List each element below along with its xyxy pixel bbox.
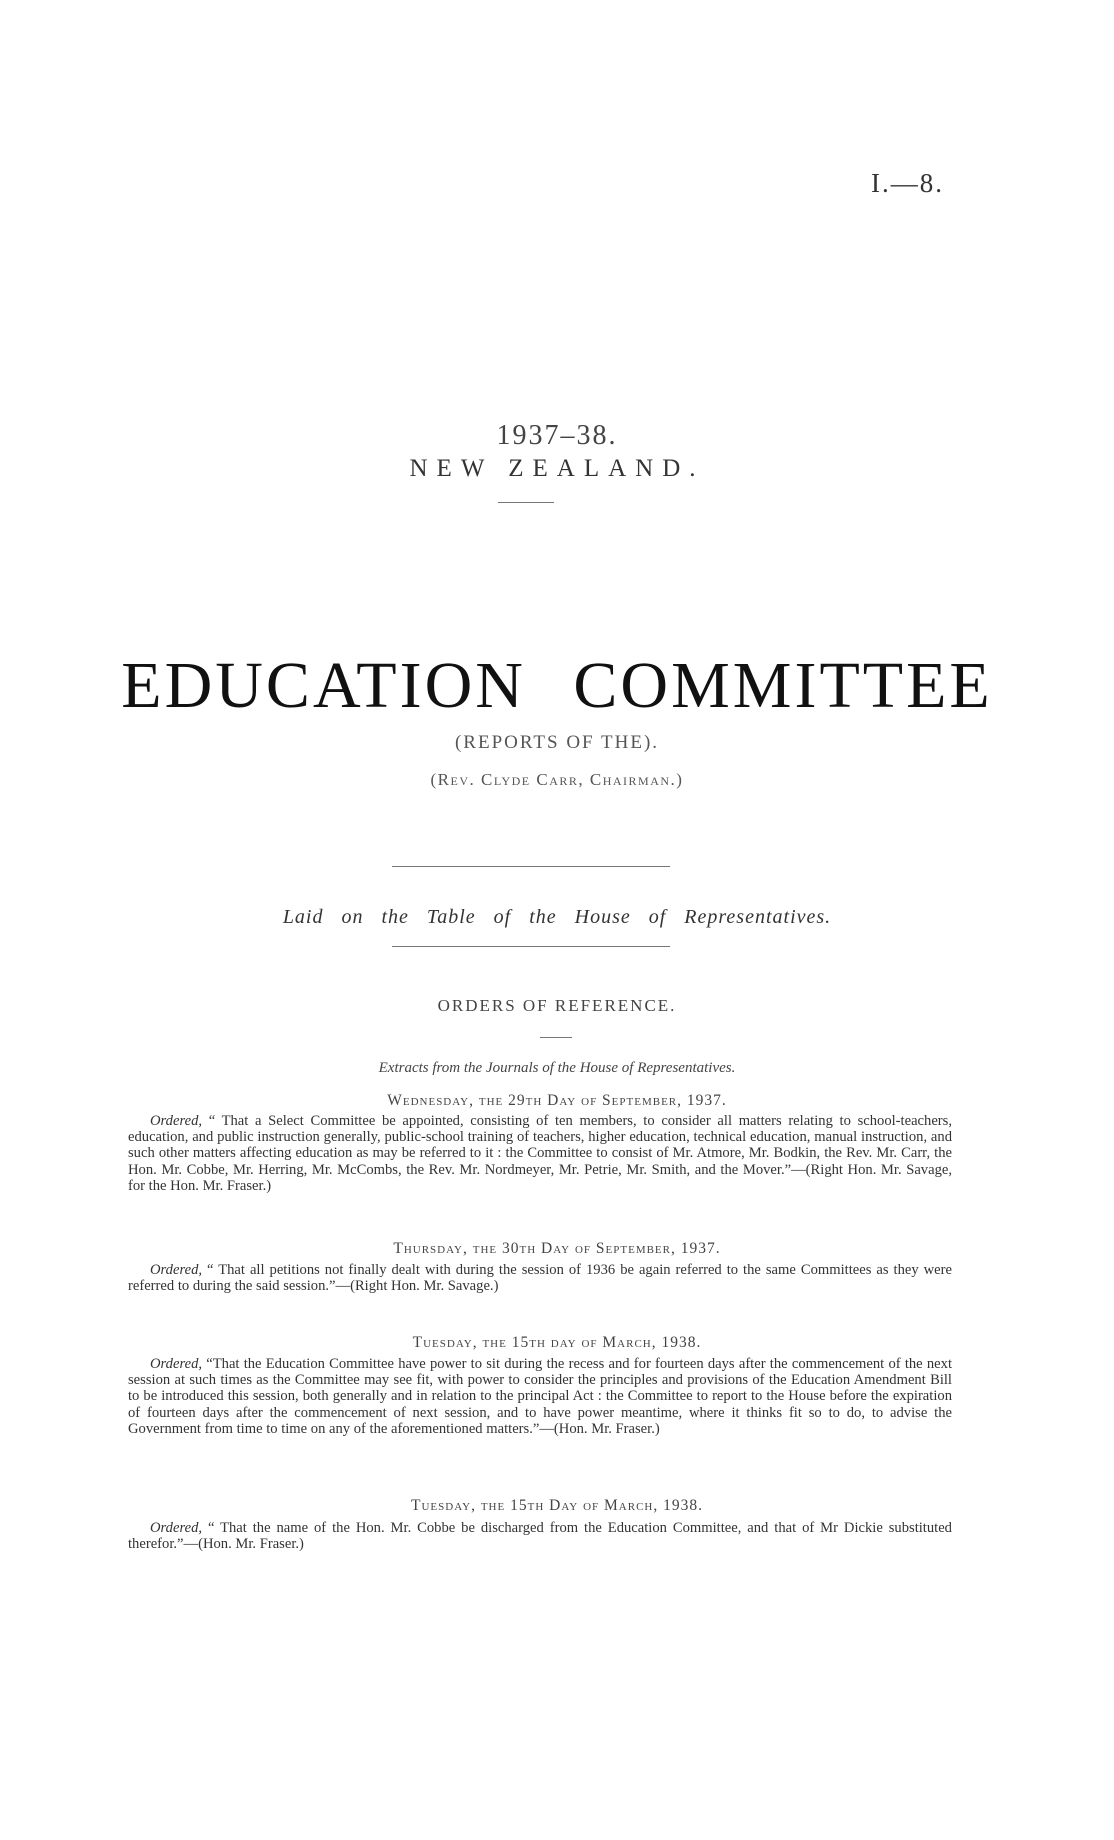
entry-paragraph [128, 1356, 952, 1437]
entry-lead: Ordered, [150, 1262, 203, 1278]
entry-date: Thursday, the 30th Day of September, 1937. [393, 1240, 721, 1257]
country-name: NEW ZEALAND. [409, 455, 705, 482]
laid-on-table-line: Laid on the Table of the House of Representatives. [282, 906, 832, 928]
entry-paragraph [128, 1113, 952, 1194]
entry-text: “ That all petitions not finally dealt with during the session of 1936 be again referred to the same Committees as they were referred to during the said session.”—(Right Hon. Mr. Savage.) [128, 1262, 952, 1295]
extracts-caption: Extracts from the Journals of the House of Representatives. [378, 1060, 736, 1076]
orders-divider [540, 1037, 572, 1038]
entry-text: “ That the name of the Hon. Mr. Cobbe be discharged from the Education Committee, and that of Mr Dickie substituted therefor.”—(Hon. Mr. Fraser.) [128, 1520, 952, 1553]
entry-text: “That the Education Committee have power to sit during the recess and for fourteen days after the commencement of the next session at such times as the Committee may see fit, with power to consider the principles and provisions of the Education Amendment Bill to be introduced this session, both generally and in relation to the principal Act : the Committee to report to the House before the expiration of fourteen days after the commencement of next session, and to have power meantime, where it thinks fit so to do, to advise the Government from time to time on any of the aforementioned matters.”—(Hon. Mr. Fraser.) [128, 1356, 952, 1437]
entry-paragraph [128, 1262, 952, 1294]
document-reference-code: I.—8. [871, 168, 944, 198]
entry-date: Tuesday, the 15th day of March, 1938. [412, 1334, 702, 1351]
entry-text: “ That a Select Committee be appointed, consisting of ten members, to consider all matters relating to school-teachers, education, and public instruction generally, public-school training of teachers, higher education, technical education, manual instruction, and such other matters affecting education as may be referred to it : the Committee to consist of Mr. Atmore, Mr. Bodkin, the Rev. Mr. Carr, the Hon. Mr. Cobbe, Mr. Herring, Mr. McCombs, the Rev. Mr. Nordmeyer, Mr. Petrie, Mr. Smith, and the Mover.”—(Right Hon. Mr. Savage, for the Hon. Mr. Fraser.) [128, 1113, 952, 1194]
title-divider-top [392, 866, 670, 867]
title-divider-bottom [392, 946, 670, 947]
session-year: 1937–38. [496, 420, 618, 451]
entry-paragraph [128, 1520, 952, 1552]
entry-date: Wednesday, the 29th Day of September, 1937. [387, 1092, 727, 1109]
entry-lead: Ordered, [150, 1356, 203, 1372]
entry-lead: Ordered, [150, 1520, 203, 1536]
document-subtitle: (REPORTS OF THE). [454, 732, 660, 753]
entry-date: Tuesday, the 15th Day of March, 1938. [411, 1497, 703, 1514]
chairman-line: (Rev. Clyde Carr, Chairman.) [430, 770, 684, 789]
masthead-divider [498, 502, 554, 503]
orders-heading: ORDERS OF REFERENCE. [437, 996, 677, 1015]
document-title: EDUCATION COMMITTEE [121, 649, 993, 722]
entry-lead: Ordered, [150, 1113, 203, 1129]
